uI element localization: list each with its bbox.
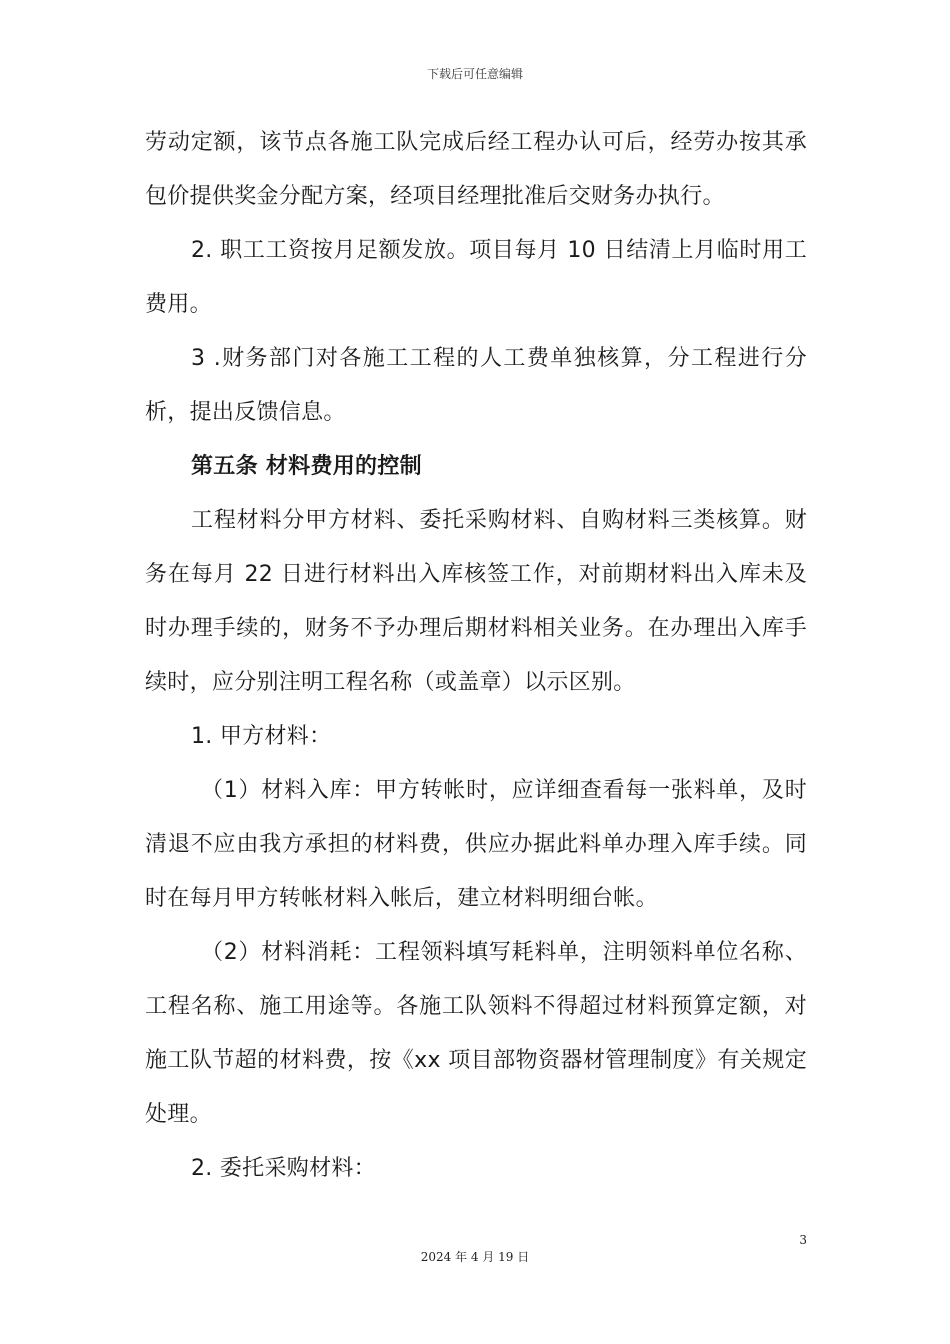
page-header: 下载后可任意编辑 [426,67,523,81]
document-body [145,116,807,1196]
footer-date: 2024 年 4 月 19 日 [420,1250,530,1264]
page-number: 3 [799,1233,807,1247]
list-heading: 2. 委托采购材料： [191,1156,376,1181]
section-heading: 第五条 材料费用的控制 [191,454,422,479]
paragraph: 工程材料分甲方材料、委托采购材料、自购材料三类核算。财务在每月 22 日进行材料出入库核签工作，对前期材料出入库未及时办理手续的，财务不予办理后期材料相关业务。在办理出入库手续时，应分别注明工程名称（或盖章）以示区别。 [145,508,807,695]
paragraph: （2）材料消耗：工程领料填写耗料单，注明领料单位名称、工程名称、施工用途等。各施工队领料不得超过材料预算定额，对施工队节超的材料费，按《xx 项目部物资器材管理制度》有关规定处理。 [145,940,807,1127]
paragraph: 劳动定额，该节点各施工队完成后经工程办认可后，经劳办按其承包价提供奖金分配方案，经项目经理批准后交财务办执行。 [145,130,807,209]
paragraph: （1）材料入库：甲方转帐时，应详细查看每一张料单，及时清退不应由我方承担的材料费，供应办据此料单办理入库手续。同时在每月甲方转帐材料入帐后，建立材料明细台帐。 [145,778,807,911]
list-heading: 1. 甲方材料： [191,724,332,749]
paragraph: 2. 职工工资按月足额发放。项目每月 10 日结清上月临时用工费用。 [145,238,807,317]
paragraph: 3 .财务部门对各施工工程的人工费单独核算，分工程进行分析，提出反馈信息。 [145,346,807,425]
